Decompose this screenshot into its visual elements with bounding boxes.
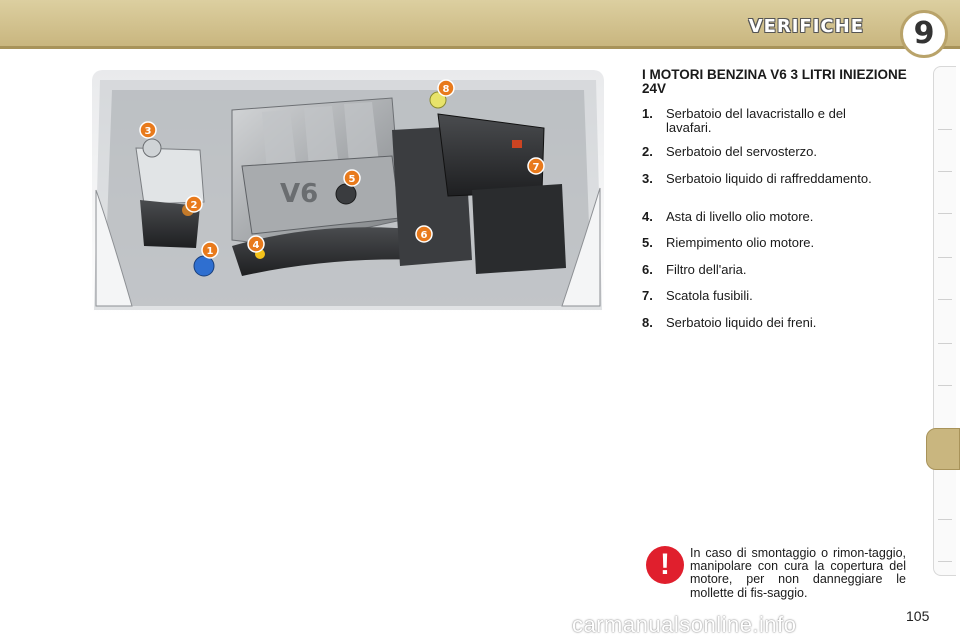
chapter-header [0,0,960,49]
svg-text:6: 6 [420,230,428,241]
page-number: 105 [906,608,930,624]
svg-text:1: 1 [206,246,214,257]
callout-8 [438,80,454,96]
list-item: 7. Scatola fusibili. [642,288,753,303]
list-item: 4. Asta di livello olio motore. [642,208,814,224]
callout-6 [416,226,432,242]
engine-v6-label: V6 [280,179,319,209]
svg-text:4: 4 [252,240,260,251]
list-item: 5. Riempimento olio motore. [642,235,815,250]
svg-text:5: 5 [348,174,356,185]
callout-3 [140,122,156,138]
list-item: 1. Serbatoio del lavacristallo e del lavafari. [642,106,846,135]
callout-1 [202,242,218,258]
chapter-tab-strip [933,66,956,576]
chapter-title: VERIFICHE [748,16,864,37]
section-title: I MOTORI BENZINA V6 3 LITRI INIEZIONE 24V [642,67,907,96]
warning-text: In caso di smontaggio o rimon-taggio, manipolare con cura la copertura del motore, per non danneggiare le mollette di fis-saggio. [690,546,906,600]
svg-text:3: 3 [144,126,152,137]
svg-text:2: 2 [190,200,198,211]
callout-4 [248,236,264,252]
svg-text:7: 7 [532,162,540,173]
watermark: carmanualsonline.info [572,612,797,637]
callout-7 [528,158,544,174]
callout-5 [344,170,360,186]
chapter-number-badge: 9 [900,10,948,58]
list-item: 6. Filtro dell'aria. [642,261,747,277]
list-item: 8. Serbatoio liquido dei freni. [642,314,817,330]
callout-2 [186,196,202,212]
svg-text:8: 8 [442,84,450,95]
warning-icon: ! [646,546,684,584]
component-legend [642,107,912,342]
list-item: 3. Serbatoio liquido di raffreddamento. [642,170,872,186]
engine-bay-photo [92,70,604,316]
list-item: 2. Serbatoio del servosterzo. [642,144,818,159]
active-chapter-tab[interactable] [926,428,960,470]
